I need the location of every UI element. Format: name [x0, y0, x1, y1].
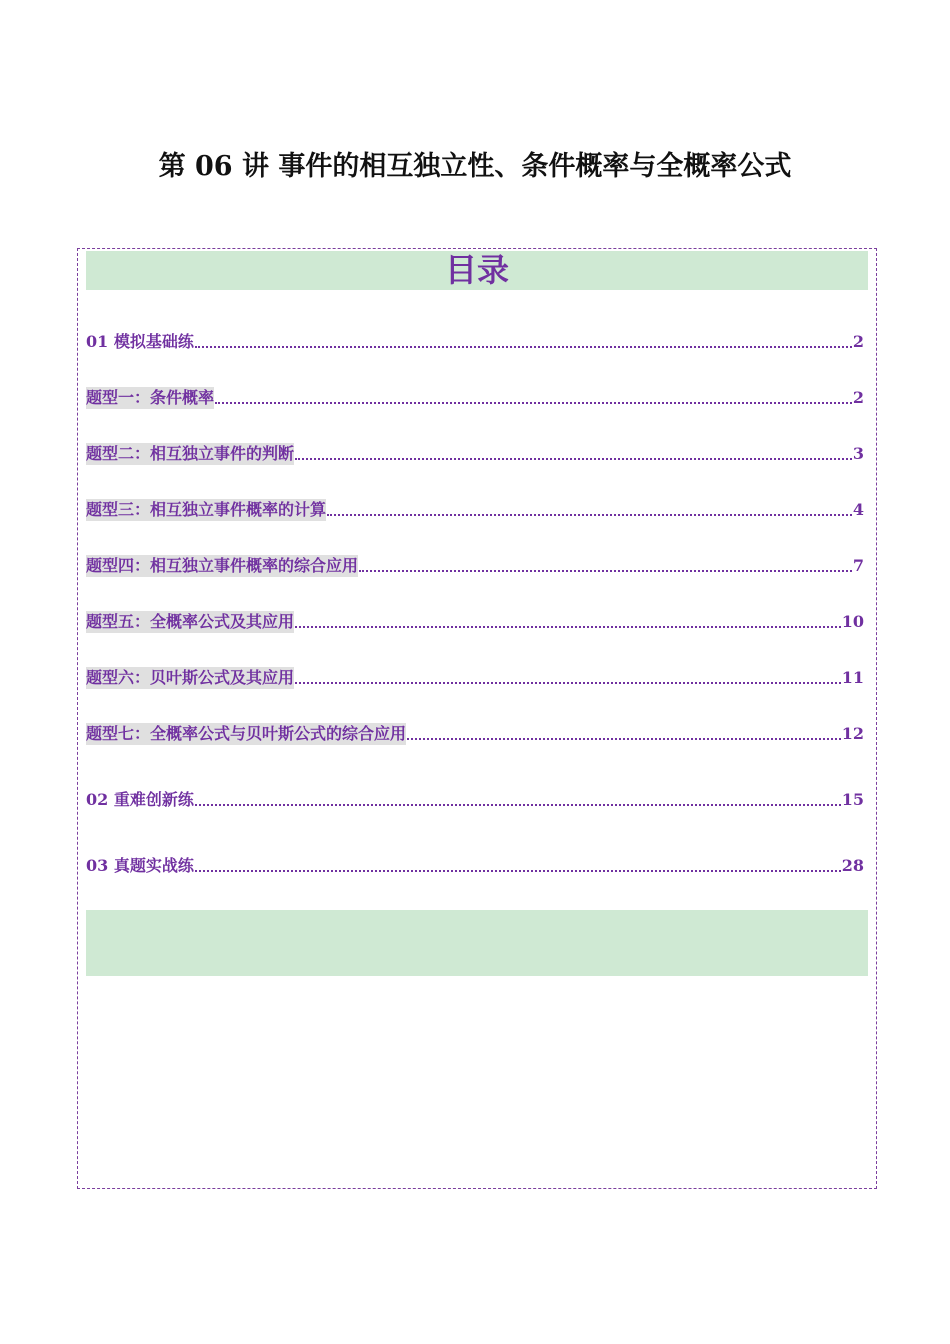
- toc-dot-leader: [195, 346, 852, 348]
- toc-entry-page: 10: [841, 612, 864, 631]
- toc-dot-leader: [359, 570, 852, 572]
- toc-entry-label: 题型一：条件概率: [86, 388, 215, 407]
- toc-entry-label: 03 真题实战练: [86, 856, 194, 875]
- toc-entry-label: 01 模拟基础练: [86, 332, 194, 351]
- toc-entry-label: 题型七：全概率公式与贝叶斯公式的综合应用: [86, 724, 407, 743]
- toc-entry-label: 题型四：相互独立事件概率的综合应用: [86, 556, 359, 575]
- toc-footer-band: [86, 910, 868, 976]
- toc-dot-leader: [215, 402, 852, 404]
- toc-entry-type-5[interactable]: [86, 609, 864, 633]
- toc-entry-type-6[interactable]: [86, 665, 864, 689]
- toc-entry-page: 15: [841, 790, 864, 809]
- toc-entry-label: 02 重难创新练: [86, 790, 194, 809]
- toc-heading: 目录: [86, 251, 868, 290]
- toc-entry-page: 2: [852, 388, 864, 407]
- toc-dot-leader: [195, 870, 841, 872]
- toc-dot-leader: [295, 458, 852, 460]
- toc-entry-type-1[interactable]: [86, 385, 864, 409]
- toc-entry-advanced-practice[interactable]: [86, 787, 864, 811]
- toc-dot-leader: [195, 804, 841, 806]
- toc-entry-page: 28: [841, 856, 864, 875]
- toc-entry-label: 题型六：贝叶斯公式及其应用: [86, 668, 295, 687]
- toc-entry-page: 12: [841, 724, 864, 743]
- toc-entry-type-2[interactable]: [86, 441, 864, 465]
- toc-entry-page: 7: [852, 556, 864, 575]
- toc-dot-leader: [295, 682, 841, 684]
- toc-entry-page: 11: [841, 668, 864, 687]
- toc-entry-type-7[interactable]: [86, 721, 864, 745]
- toc-dot-leader: [295, 626, 841, 628]
- toc-entry-page: 4: [852, 500, 864, 519]
- toc-entry-type-4[interactable]: [86, 553, 864, 577]
- toc-entry-label: 题型三：相互独立事件概率的计算: [86, 500, 327, 519]
- toc-dot-leader: [407, 738, 841, 740]
- toc-entry-basic-practice[interactable]: [86, 329, 864, 353]
- toc-entry-page: 3: [852, 444, 864, 463]
- toc-entry-exam-practice[interactable]: [86, 853, 864, 877]
- document-title: 第 06 讲 事件的相互独立性、条件概率与全概率公式: [158, 151, 792, 182]
- toc-entry-page: 2: [852, 332, 864, 351]
- toc-entry-label: 题型五：全概率公式及其应用: [86, 612, 295, 631]
- toc-entry-type-3[interactable]: [86, 497, 864, 521]
- toc-entry-label: 题型二：相互独立事件的判断: [86, 444, 295, 463]
- table-of-contents: [77, 248, 877, 1189]
- toc-dot-leader: [327, 514, 852, 516]
